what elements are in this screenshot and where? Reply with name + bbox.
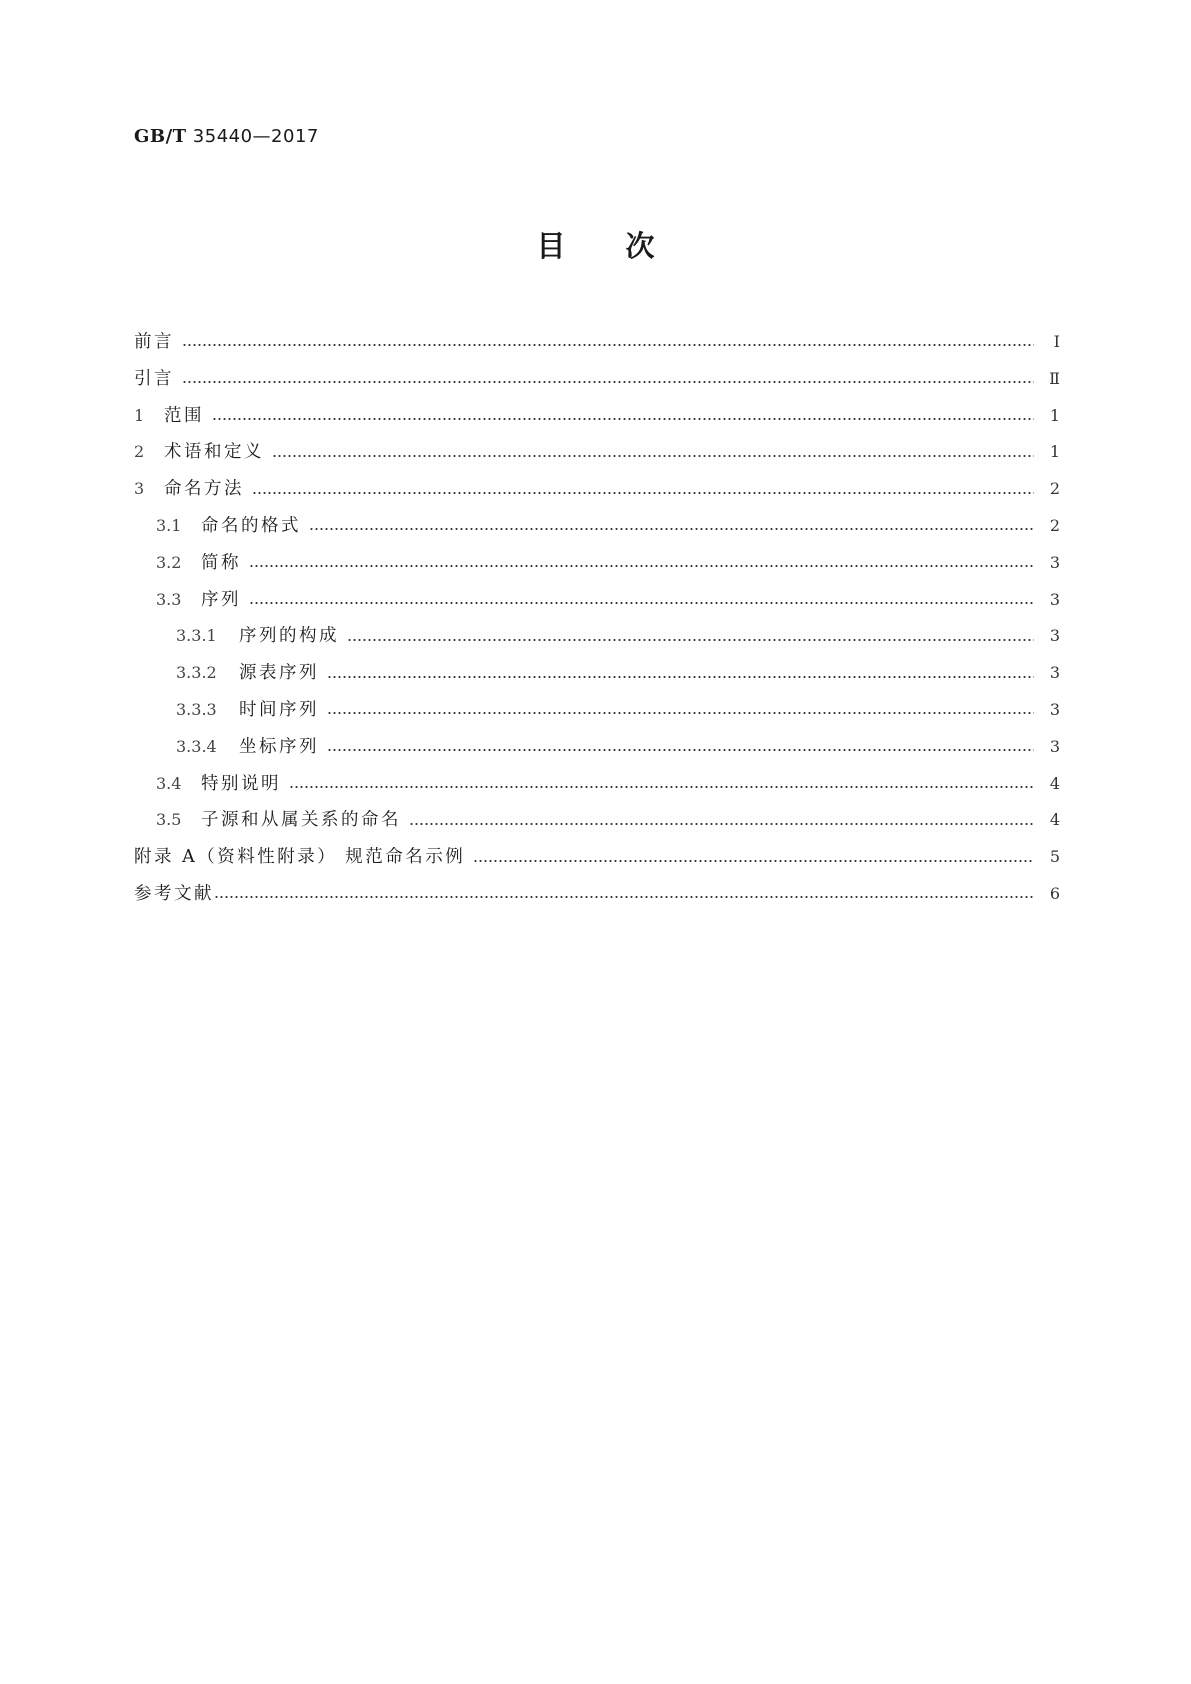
- dot-leader: [309, 527, 1034, 531]
- standard-code: [134, 126, 319, 147]
- toc-entry-title: 参考文献: [134, 883, 214, 904]
- toc-entry-number: 3.3.3: [176, 699, 217, 719]
- toc-entry-number: 3.3: [156, 589, 182, 609]
- toc-entry-page: 4: [1049, 773, 1060, 793]
- dot-leader: [327, 711, 1034, 715]
- dot-leader: [214, 895, 1034, 899]
- toc-entry[interactable]: [134, 582, 1060, 619]
- toc-entry-number: 3.1: [156, 515, 182, 535]
- toc-entry-title: 源表序列: [239, 663, 319, 684]
- toc-entry-page: 3: [1049, 552, 1060, 572]
- dot-leader: [249, 601, 1034, 605]
- toc-entry[interactable]: [134, 729, 1060, 766]
- table-of-contents: [134, 324, 1060, 913]
- toc-entry-page: 6: [1049, 883, 1060, 903]
- toc-entry-title: 命名的格式: [201, 515, 301, 536]
- standard-number: 35440—2017: [192, 126, 319, 147]
- toc-entry-title: 术语和定义: [164, 442, 264, 463]
- toc-entry[interactable]: [134, 802, 1060, 839]
- toc-entry-title: 子源和从属关系的命名: [201, 810, 401, 831]
- toc-entry[interactable]: [134, 545, 1060, 582]
- dot-leader: [182, 380, 1034, 384]
- dot-leader: [289, 785, 1034, 789]
- toc-entry-page: 3: [1049, 663, 1060, 683]
- toc-entry[interactable]: [134, 618, 1060, 655]
- toc-entry-page: Ⅱ: [1049, 368, 1060, 388]
- dot-leader: [327, 675, 1034, 679]
- toc-entry-number: 3.3.2: [176, 663, 217, 683]
- dot-leader: [182, 343, 1034, 347]
- toc-entry[interactable]: [134, 766, 1060, 803]
- toc-entry-title: 前言: [134, 332, 174, 352]
- toc-entry-number: 2: [134, 442, 145, 462]
- toc-entry-page: 1: [1049, 405, 1060, 425]
- toc-entry-page: 4: [1049, 810, 1060, 830]
- toc-entry-page: Ⅰ: [1053, 332, 1060, 351]
- dot-leader: [249, 564, 1034, 568]
- toc-entry-number: 3.5: [156, 810, 182, 830]
- dot-leader: [473, 859, 1034, 863]
- toc-entry[interactable]: [134, 361, 1060, 398]
- toc-entry-number: 3: [134, 479, 145, 499]
- toc-entry[interactable]: [134, 839, 1060, 876]
- toc-entry-title: 特别说明: [201, 773, 281, 794]
- toc-entry-number: 3.3.1: [176, 626, 217, 646]
- toc-entry-title: 范围: [164, 405, 204, 426]
- toc-entry-number: 3.3.4: [176, 736, 217, 756]
- toc-entry[interactable]: [134, 434, 1060, 471]
- toc-entry-title: 命名方法: [164, 479, 244, 500]
- toc-entry-title: 引言: [134, 368, 174, 389]
- toc-entry-title: 附录 A（资料性附录） 规范命名示例: [134, 847, 466, 868]
- toc-entry[interactable]: [134, 398, 1060, 435]
- toc-entry-title: 序列: [201, 589, 241, 610]
- dot-leader: [327, 748, 1034, 752]
- toc-entry[interactable]: [134, 692, 1060, 729]
- toc-entry-page: 2: [1049, 479, 1060, 499]
- dot-leader: [409, 822, 1034, 826]
- toc-entry-page: 3: [1049, 736, 1060, 756]
- dot-leader: [212, 417, 1034, 421]
- toc-entry-page: 1: [1049, 442, 1060, 462]
- toc-entry[interactable]: [134, 655, 1060, 692]
- toc-entry-number: 3.2: [156, 552, 182, 572]
- toc-entry[interactable]: [134, 324, 1060, 361]
- standard-prefix: GB/T: [134, 126, 187, 147]
- toc-entry-number: 1: [134, 405, 145, 425]
- toc-entry-page: 5: [1049, 847, 1060, 867]
- dot-leader: [347, 638, 1034, 642]
- toc-entry-title: 简称: [201, 552, 241, 573]
- toc-entry[interactable]: [134, 508, 1060, 545]
- toc-entry-title: 序列的构成: [239, 626, 339, 647]
- toc-entry-page: 3: [1049, 589, 1060, 609]
- page-title: 目次: [536, 229, 715, 263]
- toc-entry-number: 3.4: [156, 773, 182, 793]
- toc-entry-page: 3: [1049, 699, 1060, 719]
- toc-entry-title: 时间序列: [239, 699, 319, 720]
- toc-entry[interactable]: [134, 471, 1060, 508]
- toc-entry-page: 3: [1049, 626, 1060, 646]
- toc-entry-page: 2: [1049, 515, 1060, 535]
- dot-leader: [252, 491, 1034, 495]
- toc-entry-title: 坐标序列: [239, 736, 319, 757]
- toc-entry[interactable]: [134, 876, 1060, 913]
- dot-leader: [272, 454, 1034, 458]
